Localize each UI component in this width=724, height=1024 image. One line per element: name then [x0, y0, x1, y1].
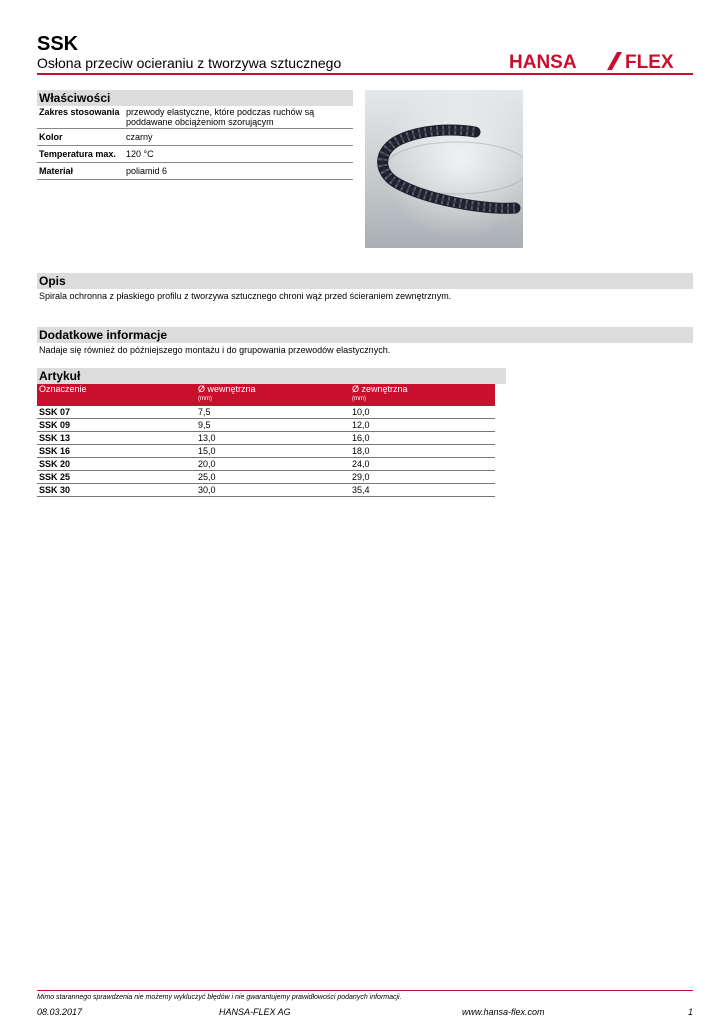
table-row [37, 458, 495, 471]
description-text: Spirala ochronna z płaskiego profilu z tworzywa sztucznego chroni wąż przed ścieraniem zewnętrznym. [39, 291, 452, 301]
property-key: Zakres stosowania [39, 107, 120, 117]
article-code: SSK 07 [37, 406, 196, 419]
table-header-row [37, 384, 495, 406]
property-key: Temperatura max. [39, 149, 116, 159]
article-code: SSK 25 [37, 471, 196, 484]
article-code: SSK 20 [37, 458, 196, 471]
article-code: SSK 30 [37, 484, 196, 497]
table-row [37, 419, 495, 432]
property-value: 120 °C [126, 149, 154, 159]
column-header-label: Oznaczenie [39, 384, 87, 394]
table-row [37, 432, 495, 445]
inner-diameter: 20,0 [196, 458, 350, 471]
outer-diameter: 10,0 [350, 406, 495, 419]
brand-logo [509, 50, 693, 72]
table-row [37, 406, 495, 419]
outer-diameter: 16,0 [350, 432, 495, 445]
inner-diameter: 13,0 [196, 432, 350, 445]
footer-company: HANSA-FLEX AG [219, 1007, 291, 1017]
property-row [37, 129, 353, 146]
column-header-label: Ø wewnętrzna [198, 384, 256, 394]
column-header-label: Ø zewnętrzna [352, 384, 408, 394]
article-code: SSK 16 [37, 445, 196, 458]
property-row [37, 163, 353, 180]
additional-info-text: Nadaje się również do późniejszego montażu i do grupowania przewodów elastycznych. [39, 345, 391, 355]
logo-text-right: FLEX [625, 52, 674, 72]
articles-heading: Artykuł [37, 368, 506, 384]
table-row [37, 445, 495, 458]
outer-diameter: 18,0 [350, 445, 495, 458]
properties-heading: Właściwości [37, 90, 353, 106]
header-divider [37, 73, 693, 75]
outer-diameter: 29,0 [350, 471, 495, 484]
property-row [37, 146, 353, 163]
property-row [37, 106, 353, 129]
column-header [350, 384, 495, 406]
additional-info-section [37, 327, 693, 356]
table-row [37, 471, 495, 484]
article-code: SSK 09 [37, 419, 196, 432]
inner-diameter: 30,0 [196, 484, 350, 497]
outer-diameter: 35,4 [350, 484, 495, 497]
page-title: SSK [37, 33, 79, 55]
column-header [196, 384, 350, 406]
logo-text-left: HANSA [509, 52, 577, 72]
column-header [37, 384, 196, 406]
property-value: poliamid 6 [126, 166, 168, 176]
additional-info-heading: Dodatkowe informacje [37, 327, 693, 343]
column-unit: (mm) [352, 396, 366, 402]
footer-disclaimer: Mimo starannego sprawdzenia nie możemy wykluczyć błędów i nie gwarantujemy prawidłowości podanych informacji. [37, 994, 402, 1001]
articles-section [37, 368, 506, 497]
articles-table [37, 384, 495, 497]
inner-diameter: 25,0 [196, 471, 350, 484]
outer-diameter: 24,0 [350, 458, 495, 471]
table-row [37, 484, 495, 497]
page-subtitle: Osłona przeciw ocieraniu z tworzywa sztucznego [37, 55, 342, 71]
property-value: przewody elastyczne, które podczas ruchów są poddawane obciążeniom szorującym [126, 107, 315, 127]
property-value: czarny [126, 132, 153, 142]
footer-date: 08.03.2017 [37, 1007, 83, 1017]
properties-section [37, 90, 353, 180]
property-key: Materiał [39, 166, 74, 176]
description-heading: Opis [37, 273, 693, 289]
property-key: Kolor [39, 132, 63, 142]
logo-slash-icon [607, 52, 622, 70]
page-number: 1 [688, 1007, 694, 1017]
inner-diameter: 15,0 [196, 445, 350, 458]
footer-url: www.hansa-flex.com [462, 1007, 545, 1017]
description-section [37, 273, 693, 302]
outer-diameter: 12,0 [350, 419, 495, 432]
inner-diameter: 7,5 [196, 406, 350, 419]
inner-diameter: 9,5 [196, 419, 350, 432]
article-code: SSK 13 [37, 432, 196, 445]
footer-divider [37, 990, 693, 991]
product-photo [365, 90, 523, 248]
column-unit: (mm) [198, 396, 212, 402]
